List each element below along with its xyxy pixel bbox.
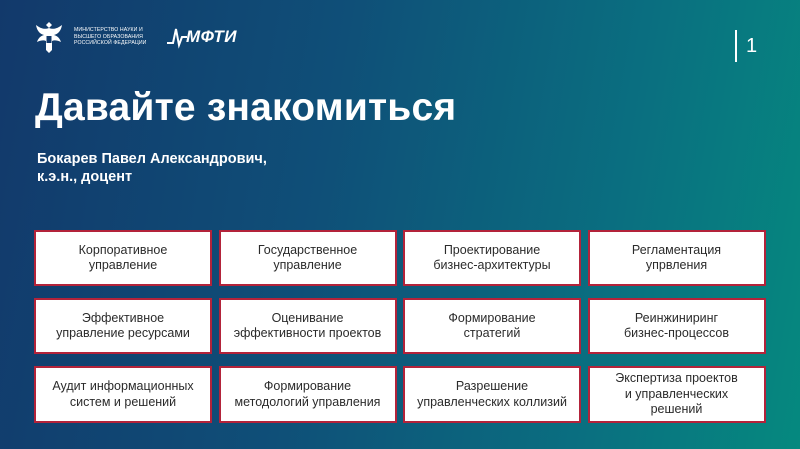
topics-grid	[34, 230, 766, 423]
ministry-label: МИНИСТЕРСТВО НАУКИ И ВЫСШЕГО ОБРАЗОВАНИЯ РОССИЙСКОЙ ФЕДЕРАЦИИ	[74, 27, 147, 47]
author-name: Бокарев Павел Александрович,	[37, 151, 267, 167]
author-degree: к.э.н., доцент	[37, 169, 133, 185]
mipt-pulse-icon	[166, 25, 188, 49]
topic-card: Формирование стратегий	[403, 298, 581, 354]
slide-title: Давайте знакомиться	[35, 86, 457, 129]
header	[32, 18, 237, 56]
topic-card: Аудит информационных систем и решений	[34, 366, 212, 423]
topic-card: Экспертиза проектов и управленческих решений	[588, 366, 766, 423]
topic-card: Эффективное управление ресурсами	[34, 298, 212, 354]
topic-card: Корпоративное управление	[34, 230, 212, 286]
mipt-logo	[166, 25, 237, 49]
topic-card: Регламентация упрвления	[588, 230, 766, 286]
author-block	[37, 150, 267, 186]
topic-card: Реинжиниринг бизнес-процессов	[588, 298, 766, 354]
coat-of-arms-icon	[32, 18, 66, 56]
topic-card: Разрешение управленческих коллизий	[403, 366, 581, 423]
topic-card: Формирование методологий управления	[219, 366, 397, 423]
topic-card: Проектирование бизнес-архитектуры	[403, 230, 581, 286]
mipt-logo-text: МФТИ	[186, 27, 237, 46]
topic-card: Государственное управление	[219, 230, 397, 286]
page-number: 1	[735, 30, 757, 62]
topic-card: Оценивание эффективности проектов	[219, 298, 397, 354]
